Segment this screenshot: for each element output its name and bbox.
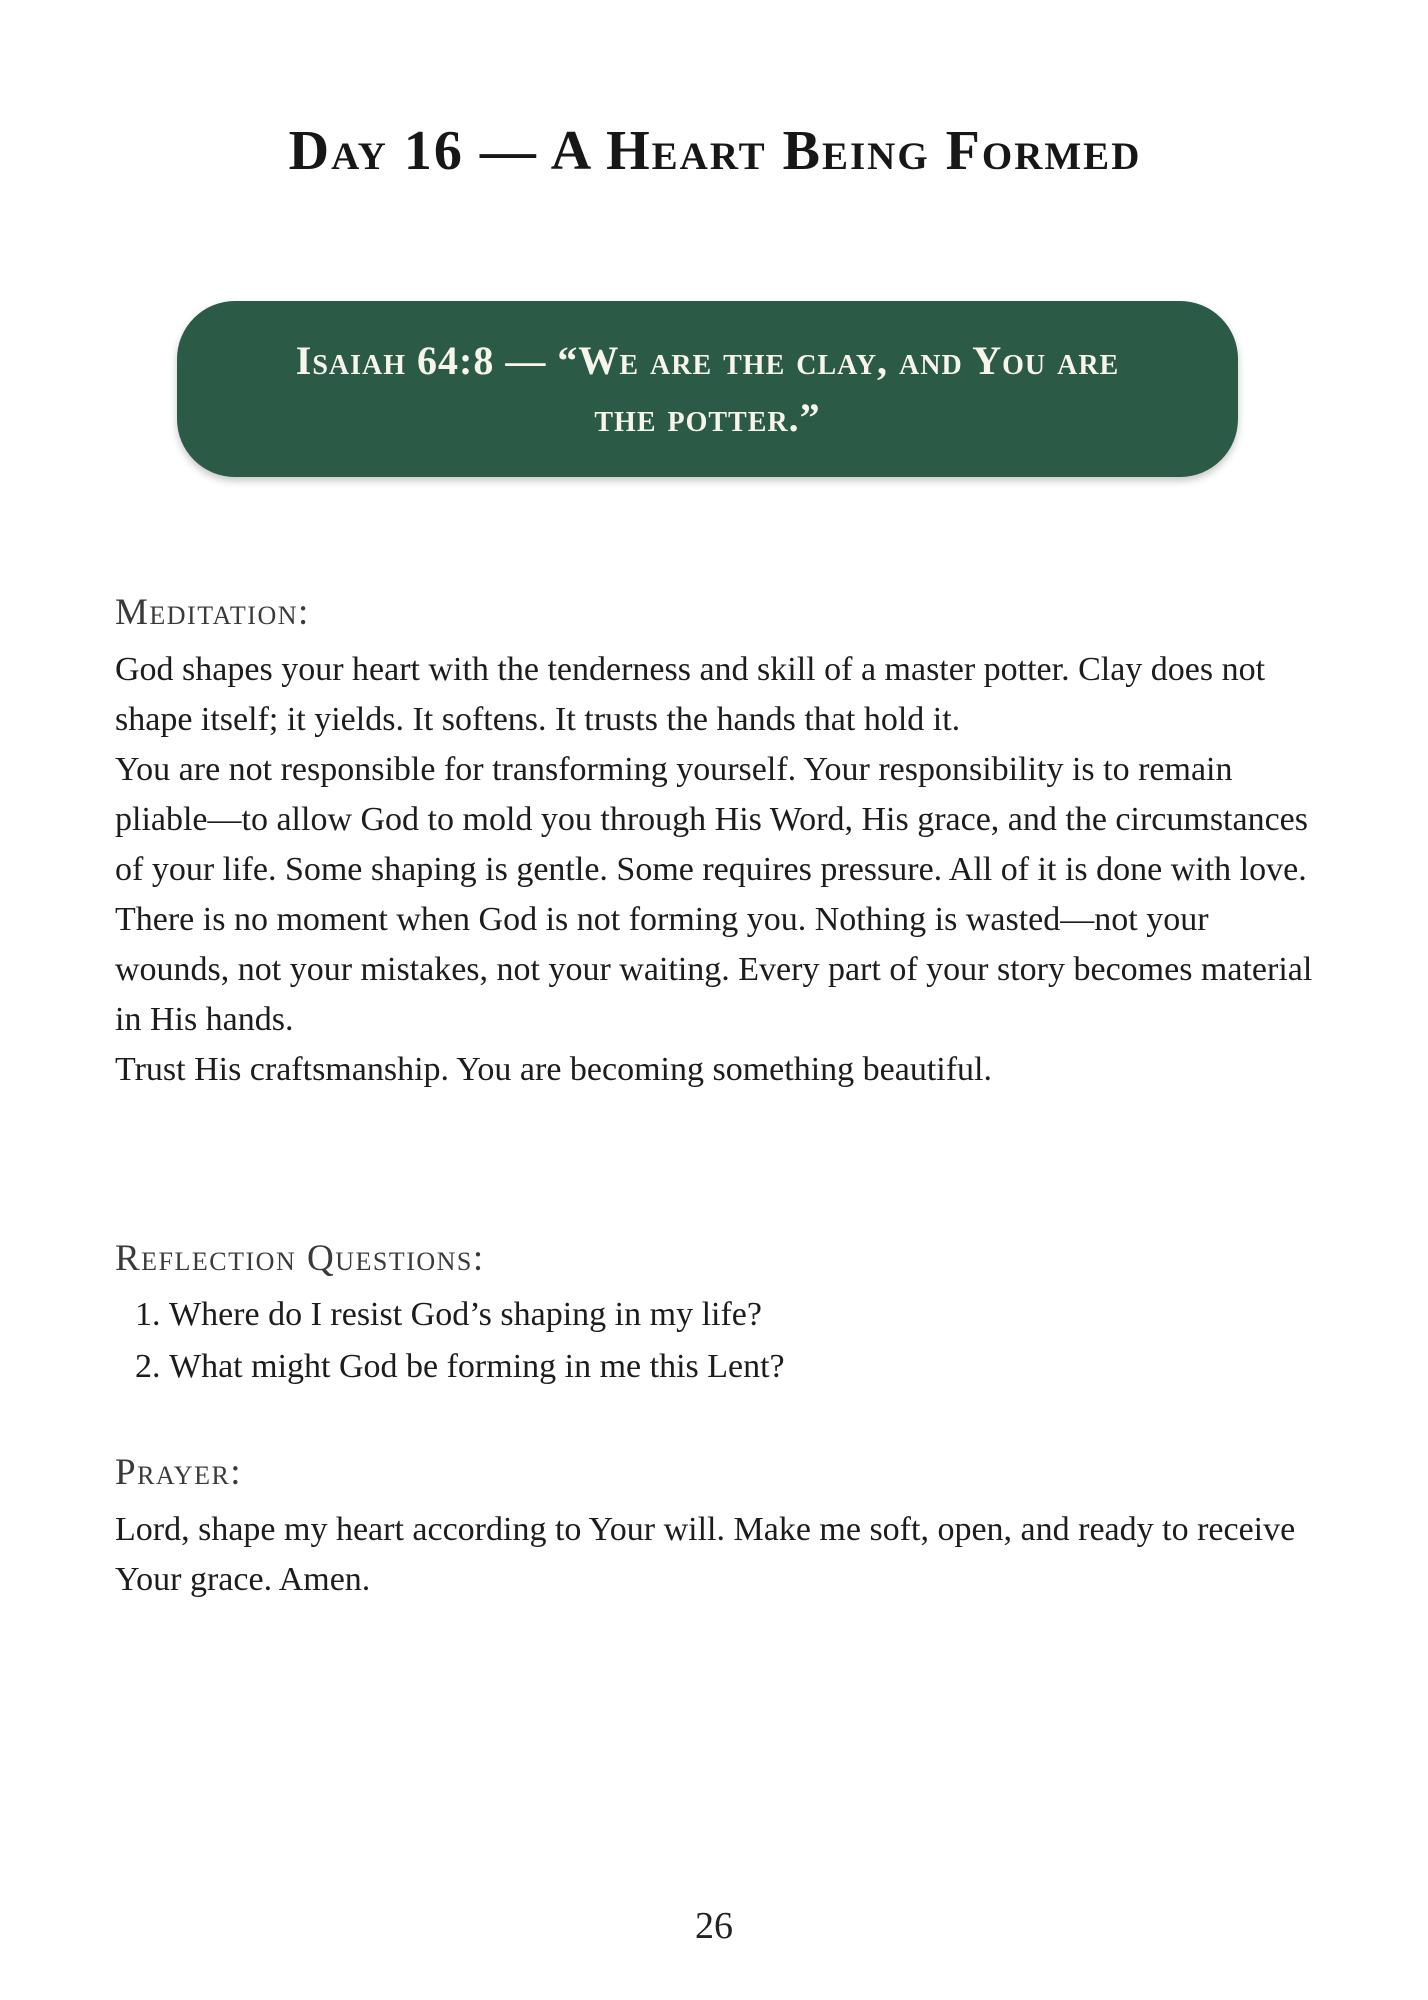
page-number: 26 <box>695 1905 733 1947</box>
prayer-section <box>115 1449 1315 1605</box>
meditation-section <box>115 589 1315 1095</box>
reflection-question-1: 1. Where do I resist God’s shaping in my life? <box>169 1289 1315 1341</box>
reflection-questions-list <box>115 1289 1315 1393</box>
meditation-paragraph-1: God shapes your heart with the tenderness and skill of a master potter. Clay does not shape itself; it yields. It softens. It trusts the hands that hold it. <box>115 651 1266 739</box>
verse-banner <box>177 301 1238 477</box>
page-title: Day 16 — A Heart Being Formed <box>288 120 1142 182</box>
meditation-body <box>115 645 1315 1095</box>
meditation-heading: Meditation: <box>115 592 310 634</box>
reflection-question-2: 2. What might God be forming in me this Lent? <box>169 1341 1315 1393</box>
verse-line-2: the potter.” <box>594 395 821 441</box>
prayer-text: Lord, shape my heart according to Your will. Make me soft, open, and ready to receive Your grace. Amen. <box>115 1511 1296 1599</box>
prayer-heading: Prayer: <box>115 1452 243 1494</box>
meditation-paragraph-4: Trust His craftsmanship. You are becoming something beautiful. <box>115 1051 992 1089</box>
meditation-paragraph-3: There is no moment when God is not forming you. Nothing is wasted—not your wounds, not your mistakes, not your waiting. Every part of your story becomes material in His hands. <box>115 901 1313 1039</box>
verse-text <box>296 332 1119 446</box>
reflection-questions-heading: Reflection Questions: <box>115 1238 485 1280</box>
verse-line-1: Isaiah 64:8 — “We are the clay, and You are <box>295 338 1120 384</box>
meditation-paragraph-2: You are not responsible for transforming yourself. Your responsibility is to remain pliable—to allow God to mold you through His Word, His grace, and the circumstances of your life. Some shaping is gentle. Some requires pressure. All of it is done with love. <box>115 751 1309 889</box>
reflection-section <box>115 1235 1315 1393</box>
